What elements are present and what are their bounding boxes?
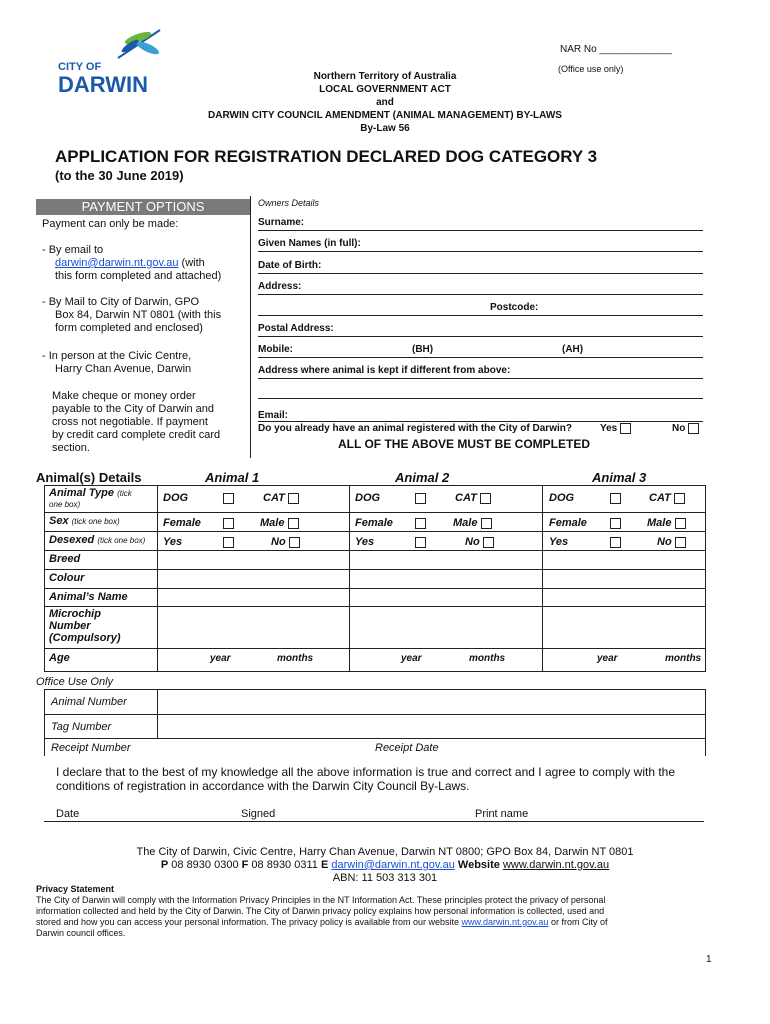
kept-address-field[interactable]	[258, 378, 703, 379]
receipt-date-label: Receipt Date	[375, 742, 439, 754]
declaration-line-2: conditions of registration in accordance with the Darwin City Council By-Laws.	[56, 779, 470, 793]
animal-1-dog-checkbox[interactable]	[223, 493, 234, 504]
cheque-line-2: payable to the City of Darwin and	[52, 403, 215, 415]
footer-address: The City of Darwin, Civic Centre, Harry Chan Avenue, Darwin NT 0800; GPO Box 84, Darwin NT 0801	[136, 846, 634, 858]
payment-cheque-note	[52, 390, 220, 455]
signature-line[interactable]	[44, 821, 704, 822]
header-line-3: and	[376, 97, 394, 108]
email-option-text: (with	[178, 257, 205, 269]
animal-2-cat-checkbox[interactable]	[480, 493, 491, 504]
declaration-line-1: I declare that to the best of my knowledge all the above information is true and correct and I agree to comply with the	[56, 765, 676, 779]
postal-address-label: Postal Address:	[258, 323, 334, 334]
footer-website-link[interactable]: www.darwin.nt.gov.au	[502, 859, 610, 871]
mail-line-3: form completed and enclosed)	[55, 322, 203, 334]
microchip-line-2: Number	[49, 620, 91, 632]
no-label: No	[657, 536, 672, 548]
breed-label: Breed	[49, 553, 81, 565]
header-line-4: DARWIN CITY COUNCIL AMENDMENT (ANIMAL MANAGEMENT) BY-LAWS	[208, 110, 562, 121]
animal-number-label: Animal Number	[51, 696, 127, 708]
animal-1-male-checkbox[interactable]	[288, 518, 299, 529]
animal-1-heading: Animal 1	[205, 470, 260, 485]
cat-label: CAT	[649, 492, 671, 504]
privacy-line-1: The City of Darwin will comply with the Information Privacy Principles in the NT Information Act. These principles protect the privacy of personal	[36, 895, 606, 905]
postal-address-field[interactable]	[258, 336, 703, 337]
animal-2-dog: DOG	[355, 492, 381, 504]
dog-label: DOG	[163, 492, 189, 504]
animal-2-cat	[455, 492, 491, 504]
male-label: Male	[453, 517, 478, 529]
cheque-line-4: by credit card complete credit card	[52, 429, 221, 441]
animal-3-heading: Animal 3	[592, 470, 647, 485]
payment-options-panel	[36, 196, 250, 458]
logo-city-of: CITY OF	[58, 61, 102, 73]
animal-3-female-checkbox[interactable]	[610, 518, 621, 529]
privacy-line-3	[36, 917, 726, 928]
animal-1-year: year	[210, 653, 231, 664]
animal-1-female: Female	[163, 517, 201, 529]
registered-no-label: No	[672, 423, 686, 435]
privacy-line-3b: or from City of	[548, 917, 608, 927]
surname-label: Surname:	[258, 217, 305, 228]
animal-2-no	[465, 536, 494, 548]
animal-1-male	[260, 517, 299, 529]
animal-2-no-checkbox[interactable]	[483, 537, 494, 548]
registered-no	[672, 423, 699, 434]
page-title: APPLICATION FOR REGISTRATION DECLARED DOG CATEGORY 3	[55, 147, 598, 166]
animal-1-no-checkbox[interactable]	[289, 537, 300, 548]
phone-label: P	[160, 859, 169, 871]
cat-label: CAT	[455, 492, 477, 504]
animal-1-cat-checkbox[interactable]	[288, 493, 299, 504]
cheque-line-3: cross not negotiable. If payment	[52, 416, 208, 428]
colour-label: Colour	[49, 572, 85, 584]
desexed-note: (tick one box)	[97, 536, 146, 545]
animal-2-male-checkbox[interactable]	[481, 518, 492, 529]
animal-3-dog-checkbox[interactable]	[610, 493, 621, 504]
registered-question: Do you already have an animal registered with the City of Darwin?	[258, 423, 572, 434]
animal-2-female-checkbox[interactable]	[415, 518, 426, 529]
animal-1-yes-checkbox[interactable]	[223, 537, 234, 548]
animal-3-male	[647, 517, 686, 529]
mobile-label: Mobile:	[258, 344, 293, 355]
microchip-line-3: (Compulsory)	[49, 632, 121, 644]
animal-2-year: year	[401, 653, 422, 664]
animal-2-female: Female	[355, 517, 393, 529]
fax-label: F	[241, 859, 249, 871]
sex-note: (tick one box)	[71, 517, 120, 526]
kept-address-label: Address where animal is kept if different from above:	[258, 365, 511, 376]
desexed-text: Desexed	[49, 534, 95, 546]
animal-1-cat	[263, 492, 299, 504]
privacy-line-4: Darwin council offices.	[36, 928, 126, 938]
dob-label: Date of Birth:	[258, 260, 322, 271]
animal-3-yes: Yes	[549, 536, 569, 548]
owners-heading: Owners Details	[258, 198, 320, 208]
animal-3-dog: DOG	[549, 492, 575, 504]
page-number: 1	[706, 954, 712, 965]
office-use-table	[44, 689, 706, 756]
microchip-line-1: Microchip	[49, 608, 101, 620]
animal-2-heading: Animal 2	[395, 470, 450, 485]
cat-label: CAT	[263, 492, 285, 504]
cheque-line-5: section.	[52, 442, 90, 454]
registered-yes-label: Yes	[600, 423, 618, 435]
kept-address-field-2[interactable]	[258, 398, 703, 399]
surname-field[interactable]	[258, 230, 703, 231]
logo-darwin: DARWIN	[58, 72, 149, 97]
email-option-text-2: this form completed and attached)	[55, 270, 222, 282]
payment-heading: PAYMENT OPTIONS	[81, 199, 205, 214]
male-label: Male	[647, 517, 672, 529]
payment-email-link[interactable]: darwin@darwin.nt.gov.au	[55, 257, 179, 269]
postcode-field[interactable]	[258, 315, 703, 316]
animal-type-text: Animal Type	[49, 487, 114, 499]
email-field[interactable]	[258, 421, 703, 422]
animal-1-female-checkbox[interactable]	[223, 518, 234, 529]
payment-mail-option	[42, 296, 221, 335]
animal-3-no	[657, 536, 686, 548]
page-subtitle: (to the 30 June 2019)	[55, 168, 184, 183]
privacy-website-link[interactable]: www.darwin.nt.gov.au	[461, 917, 549, 927]
animal-1-yes: Yes	[163, 536, 183, 548]
dob-field[interactable]	[258, 273, 703, 274]
animal-3-no-checkbox[interactable]	[675, 537, 686, 548]
address-field[interactable]	[258, 294, 703, 295]
animal-3-cat-checkbox[interactable]	[674, 493, 685, 504]
no-label: No	[271, 536, 286, 548]
animal-3-yes-checkbox[interactable]	[610, 537, 621, 548]
registered-no-checkbox[interactable]	[688, 423, 699, 434]
animals-table	[44, 485, 706, 672]
animal-2-dog-checkbox[interactable]	[415, 493, 426, 504]
animal-type-note: (tick	[117, 489, 132, 498]
animal-2-male	[453, 517, 492, 529]
bh-label: (BH)	[412, 344, 434, 355]
email-label-footer: E	[320, 859, 329, 871]
footer-phone-line	[0, 859, 770, 872]
payment-intro: Payment can only be made:	[42, 218, 179, 230]
act-header	[160, 70, 610, 135]
privacy-statement	[36, 884, 726, 939]
phone-number: 08 8930 0300	[168, 859, 242, 871]
payment-email-option	[42, 244, 221, 283]
footer-contact	[0, 846, 770, 885]
given-names-field[interactable]	[258, 251, 703, 252]
person-line-2: Harry Chan Avenue, Darwin	[55, 363, 192, 375]
no-label: No	[465, 536, 480, 548]
footer-abn: ABN: 11 503 313 301	[332, 872, 438, 884]
registered-yes	[600, 423, 631, 434]
header-line-5: By-Law 56	[360, 123, 410, 134]
sex-text: Sex	[49, 515, 69, 527]
animal-1-dog	[163, 492, 188, 504]
registered-yes-checkbox[interactable]	[620, 423, 631, 434]
date-label: Date	[56, 808, 80, 820]
phone-field[interactable]	[258, 357, 703, 358]
email-option-label: - By email to	[42, 244, 104, 256]
privacy-line-3a: stored and how you can access your personal information. The privacy policy is available from our website	[36, 917, 462, 927]
privacy-heading: Privacy Statement	[36, 884, 115, 894]
male-label: Male	[260, 517, 285, 529]
website-label: Website	[454, 859, 503, 871]
office-use-note: (Office use only)	[558, 64, 624, 74]
nar-number: NAR No _____________	[560, 44, 672, 55]
email-label: Email:	[258, 410, 289, 421]
address-label: Address:	[258, 281, 302, 292]
declaration-text	[56, 765, 736, 793]
animals-heading: Animal(s) Details	[36, 470, 142, 485]
animal-3-cat	[649, 492, 685, 504]
city-of-darwin-logo	[58, 28, 168, 98]
header-line-2: LOCAL GOVERNMENT ACT	[319, 84, 451, 95]
age-label: Age	[49, 652, 70, 664]
animal-3-female: Female	[549, 517, 587, 529]
animal-2-months: months	[469, 653, 506, 664]
ah-label: (AH)	[562, 344, 584, 355]
office-use-heading: Office Use Only	[36, 676, 114, 688]
person-line-1: - In person at the Civic Centre,	[42, 350, 192, 362]
dragonfly-icon	[108, 28, 168, 68]
sex-label	[49, 515, 120, 527]
animal-name-label: Animal’s Name	[49, 591, 128, 603]
mail-line-2: Box 84, Darwin NT 0801 (with this	[55, 309, 222, 321]
receipt-number-label: Receipt Number	[51, 742, 131, 754]
animal-2-yes: Yes	[355, 536, 375, 548]
footer-email-link[interactable]: darwin@darwin.nt.gov.au	[331, 859, 455, 871]
cheque-line-1: Make cheque or money order	[52, 390, 196, 402]
animal-1-months: months	[277, 653, 314, 664]
animal-2-yes-checkbox[interactable]	[415, 537, 426, 548]
print-name-label: Print name	[475, 808, 529, 820]
animal-3-months: months	[665, 653, 702, 664]
animal-1-no	[271, 536, 300, 548]
fax-number: 08 8930 0311	[248, 859, 321, 871]
animal-type-note-2: one box)	[49, 500, 81, 509]
must-complete-notice: ALL OF THE ABOVE MUST BE COMPLETED	[338, 437, 591, 451]
header-line-1: Northern Territory of Australia	[313, 71, 457, 82]
animal-3-male-checkbox[interactable]	[675, 518, 686, 529]
privacy-line-2: information collected and held by the City of Darwin. The City of Darwin privacy policy explains how personal information is collected, used and	[36, 906, 605, 916]
desexed-label	[49, 534, 145, 546]
signed-label: Signed	[241, 808, 276, 820]
tag-number-label: Tag Number	[51, 721, 112, 733]
payment-person-option	[42, 350, 191, 376]
given-names-label: Given Names (in full):	[258, 238, 361, 249]
animal-3-year: year	[597, 653, 618, 664]
animal-type-label	[49, 488, 132, 510]
mail-line-1: - By Mail to City of Darwin, GPO	[42, 296, 200, 308]
microchip-label	[49, 608, 121, 644]
postcode-label: Postcode:	[490, 302, 539, 313]
